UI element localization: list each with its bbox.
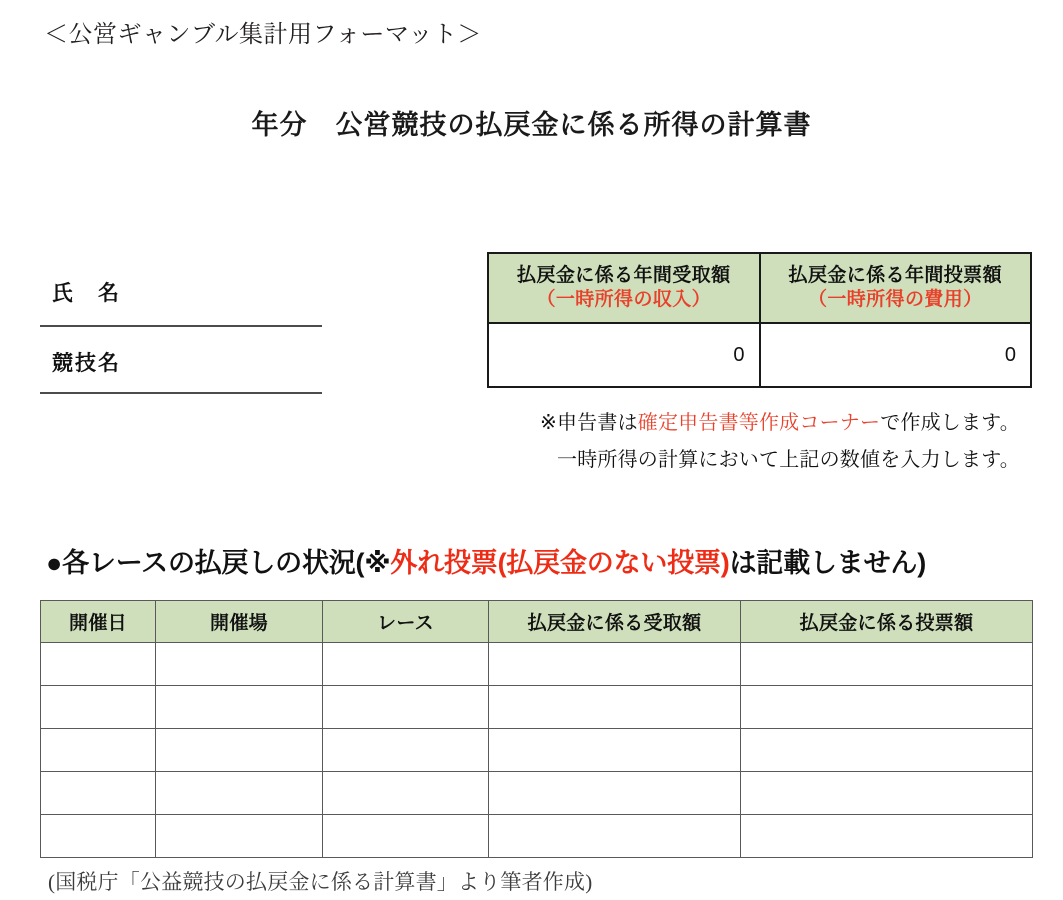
section-heading (46, 541, 926, 580)
table-row (41, 686, 1033, 729)
summary-header-receipts-sub: （一時所得の収入） (536, 289, 712, 310)
race-cell-stake[interactable] (741, 686, 1033, 729)
race-cell-stake[interactable] (741, 772, 1033, 815)
source-caption: (国税庁「公益競技の払戻金に係る計算書」より筆者作成) (48, 870, 593, 894)
page-title: 年分 公営競技の払戻金に係る所得の計算書 (251, 110, 812, 140)
note-line-2: 一時所得の計算において上記の数値を入力します。 (557, 449, 1020, 471)
summary-header-receipts (488, 253, 760, 323)
annual-summary-table (487, 252, 1032, 388)
race-cell-stake[interactable] (741, 729, 1033, 772)
note-line-1 (540, 406, 1020, 435)
note-line-1-post: で作成します。 (880, 412, 1020, 434)
race-cell-payout[interactable] (489, 686, 741, 729)
table-row (41, 729, 1033, 772)
note-line-1-pre: ※申告書は (540, 412, 638, 434)
sport-field-label: 競技名 (52, 352, 121, 375)
race-col-stake: 払戻金に係る投票額 (741, 601, 1033, 643)
race-cell-date[interactable] (41, 772, 156, 815)
format-tag: ＜公営ギャンブル集計用フォーマット＞ (44, 22, 482, 48)
race-cell-date[interactable] (41, 729, 156, 772)
race-col-date: 開催日 (41, 601, 156, 643)
section-heading-pre: ●各レースの払戻しの状況(※ (46, 548, 391, 578)
race-col-race: レース (323, 601, 489, 643)
race-cell-venue[interactable] (156, 686, 323, 729)
section-heading-emphasis: 外れ投票(払戻金のない投票) (390, 548, 730, 578)
race-cell-payout[interactable] (489, 815, 741, 858)
race-cell-venue[interactable] (156, 815, 323, 858)
race-cell-payout[interactable] (489, 772, 741, 815)
summary-header-stakes (760, 253, 1032, 323)
race-cell-race[interactable] (323, 772, 489, 815)
race-cell-date[interactable] (41, 686, 156, 729)
summary-value-row (488, 323, 1031, 387)
race-cell-date[interactable] (41, 815, 156, 858)
section-heading-post: は記載しません) (729, 548, 926, 578)
race-cell-race[interactable] (323, 686, 489, 729)
race-col-payout: 払戻金に係る受取額 (489, 601, 741, 643)
race-cell-payout[interactable] (489, 729, 741, 772)
note-line-1-emphasis: 確定申告書等作成コーナー (637, 412, 881, 434)
summary-value-stakes[interactable]: 0 (760, 323, 1032, 387)
name-field-rule[interactable] (40, 325, 322, 327)
sport-field-rule[interactable] (40, 392, 322, 394)
summary-value-receipts[interactable]: 0 (488, 323, 760, 387)
race-cell-race[interactable] (323, 815, 489, 858)
summary-header-stakes-sub: （一時所得の費用） (807, 289, 983, 310)
table-row (41, 815, 1033, 858)
race-cell-stake[interactable] (741, 643, 1033, 686)
race-cell-venue[interactable] (156, 643, 323, 686)
race-cell-race[interactable] (323, 643, 489, 686)
race-cell-venue[interactable] (156, 772, 323, 815)
race-cell-venue[interactable] (156, 729, 323, 772)
race-cell-date[interactable] (41, 643, 156, 686)
race-col-venue: 開催場 (156, 601, 323, 643)
table-row (41, 772, 1033, 815)
table-row (41, 643, 1033, 686)
name-field-label: 氏 名 (52, 282, 121, 305)
summary-header-receipts-main: 払戻金に係る年間受取額 (517, 265, 731, 287)
race-cell-stake[interactable] (741, 815, 1033, 858)
race-cell-race[interactable] (323, 729, 489, 772)
summary-header-row (488, 253, 1031, 323)
summary-header-stakes-main: 払戻金に係る年間投票額 (788, 265, 1002, 287)
race-detail-table (40, 600, 1033, 858)
race-cell-payout[interactable] (489, 643, 741, 686)
race-table-header-row (41, 601, 1033, 643)
